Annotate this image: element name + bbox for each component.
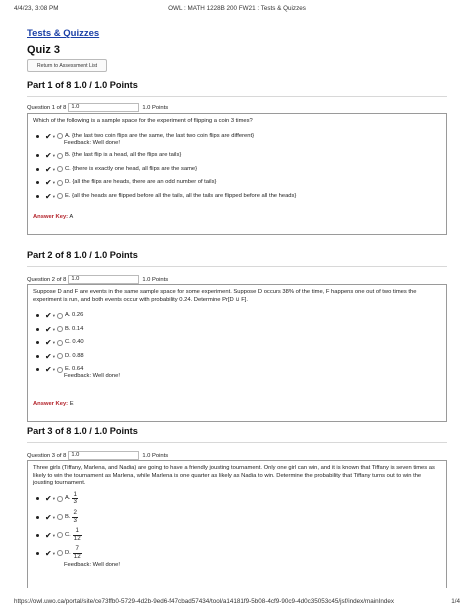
answer-key: Answer Key: E bbox=[33, 400, 74, 407]
question-1-row bbox=[27, 103, 168, 112]
caret-down-icon: ▾ bbox=[52, 367, 55, 373]
return-to-assessment-list-button[interactable]: Return to Assessment List bbox=[27, 59, 107, 72]
caret-down-icon: ▾ bbox=[52, 153, 55, 159]
radio-icon[interactable] bbox=[57, 367, 63, 373]
option-d: ✔ ▾ D. {all the flips are heads, there are an odd number of tails} bbox=[36, 179, 446, 186]
checkmark-icon: ✔ bbox=[45, 191, 52, 201]
caret-down-icon: ▾ bbox=[52, 514, 55, 520]
score-input[interactable]: 1.0 bbox=[68, 451, 139, 460]
quiz-title: Quiz 3 bbox=[27, 44, 61, 56]
checkmark-icon: ✔ bbox=[45, 311, 52, 321]
feedback: Feedback: Well done! bbox=[64, 140, 120, 147]
breadcrumb-tests-quizzes[interactable]: Tests & Quizzes bbox=[27, 28, 100, 39]
answer-key: Answer Key: A bbox=[33, 213, 74, 220]
caret-down-icon: ▾ bbox=[52, 353, 55, 359]
caret-down-icon: ▾ bbox=[52, 180, 55, 186]
option-b: ✔ ▾ B. {the last flip is a head, all the flips are tails} bbox=[36, 152, 446, 159]
checkmark-icon: ✔ bbox=[45, 530, 52, 540]
print-page-number: 1/4 bbox=[451, 598, 460, 605]
caret-down-icon: ▾ bbox=[52, 313, 55, 319]
option-a: ✔ ▾ A. 0.26 bbox=[36, 312, 446, 319]
caret-down-icon: ▾ bbox=[52, 340, 55, 346]
radio-icon[interactable] bbox=[57, 532, 63, 538]
caret-down-icon: ▾ bbox=[52, 166, 55, 172]
option-e: ✔ ▾ E. {all the heads are flipped before all the tails, all the tails are flipped before all the heads} bbox=[36, 193, 446, 200]
part-3-heading: Part 3 of 8 1.0 / 1.0 Points bbox=[27, 426, 138, 436]
option-c: ✔ ▾ C. 0.40 bbox=[36, 339, 446, 346]
question-label: Question 3 of 8 bbox=[27, 452, 67, 459]
radio-icon[interactable] bbox=[57, 166, 63, 172]
checkmark-icon: ✔ bbox=[45, 512, 52, 522]
checkmark-icon: ✔ bbox=[45, 548, 52, 558]
question-1-box bbox=[27, 113, 447, 235]
caret-down-icon: ▾ bbox=[52, 550, 55, 556]
checkmark-icon: ✔ bbox=[45, 131, 52, 141]
part-2-heading: Part 2 of 8 1.0 / 1.0 Points bbox=[27, 250, 138, 260]
print-window-title: OWL : MATH 1228B 200 FW21 : Tests & Quizzes bbox=[168, 5, 306, 12]
option-b: ✔ ▾ B. 0.14 bbox=[36, 326, 446, 333]
question-2-box bbox=[27, 284, 447, 422]
fraction: $\frac{1}{12}$ bbox=[73, 527, 81, 542]
option-a: ✔ ▾ A. {the last two coin flips are the same, the last two coin flips are different} bbox=[36, 133, 446, 140]
checkmark-icon: ✔ bbox=[45, 151, 52, 161]
radio-icon[interactable] bbox=[57, 133, 63, 139]
radio-icon[interactable] bbox=[57, 313, 63, 319]
radio-icon[interactable] bbox=[57, 496, 63, 502]
option-d: ✔ ▾ D. 0.88 bbox=[36, 353, 446, 360]
radio-icon[interactable] bbox=[57, 340, 63, 346]
radio-icon[interactable] bbox=[57, 514, 63, 520]
feedback: Feedback: Well done! bbox=[64, 372, 120, 379]
fraction: $\frac{2}{3}$ bbox=[73, 508, 77, 524]
fraction: $\frac{1}{3}$ bbox=[73, 490, 77, 506]
print-datetime: 4/4/23, 3:08 PM bbox=[14, 5, 59, 12]
checkmark-icon: ✔ bbox=[45, 365, 52, 375]
caret-down-icon: ▾ bbox=[52, 133, 55, 139]
caret-down-icon: ▾ bbox=[52, 193, 55, 199]
caret-down-icon: ▾ bbox=[52, 532, 55, 538]
divider bbox=[27, 266, 447, 267]
option-e: ✔ ▾ E. 0.64 bbox=[36, 366, 446, 373]
option-c: ✔ ▾ C. {there is exactly one head, all flips are the same} bbox=[36, 166, 446, 173]
score-input[interactable]: 1.0 bbox=[68, 103, 139, 112]
checkmark-icon: ✔ bbox=[45, 164, 52, 174]
question-text: Three girls (Tiffany, Marlena, and Nadia) are going to have a friendly jousting tournament. Only one girl can win, and it is known that Tiffany is seven times as likely to win the tournament as Marlena, while Marlena is one quarter as likely as Nadia to win. Determine the probability that Tiffany turns out to win the jousting tournament. bbox=[33, 465, 435, 487]
points-label: 1.0 Points bbox=[142, 276, 169, 283]
radio-icon[interactable] bbox=[57, 153, 63, 159]
question-text: Which of the following is a sample space for the experiment of flipping a coin 3 times? bbox=[33, 118, 253, 124]
divider bbox=[27, 96, 447, 97]
feedback: Feedback: Well done! bbox=[64, 561, 120, 568]
checkmark-icon: ✔ bbox=[45, 338, 52, 348]
part-1-heading: Part 1 of 8 1.0 / 1.0 Points bbox=[27, 80, 138, 90]
radio-icon[interactable] bbox=[57, 180, 63, 186]
radio-icon[interactable] bbox=[57, 353, 63, 359]
question-3-row bbox=[27, 451, 168, 460]
question-3-box bbox=[27, 460, 447, 588]
option-d: ✔ ▾ D. $\frac{7}{12}$ bbox=[36, 546, 446, 560]
question-2-row bbox=[27, 275, 168, 284]
radio-icon[interactable] bbox=[57, 550, 63, 556]
points-label: 1.0 Points bbox=[142, 104, 169, 111]
option-b: ✔ ▾ B. $\frac{2}{3}$ bbox=[36, 510, 446, 524]
score-input[interactable]: 1.0 bbox=[68, 275, 139, 284]
question-label: Question 1 of 8 bbox=[27, 104, 67, 111]
radio-icon[interactable] bbox=[57, 193, 63, 199]
caret-down-icon: ▾ bbox=[52, 496, 55, 502]
question-text: Suppose D and F are events in the same sample space for some experiment. Suppose D occurs 38% of the time, F happens one out of two times the experiment is run, and both events occur with probability 0.24. Determine Pr[D ∪ F]. bbox=[33, 289, 417, 303]
divider bbox=[27, 442, 447, 443]
print-url: https://owl.uwo.ca/portal/site/ce73ffb0-5729-4d2b-9ed6-f47cbad57434/tool/a14181f9-5b08-4cf9-90c9-4d0c35053c45/jsf/index/mainIndex bbox=[14, 598, 395, 605]
option-a: ✔ ▾ A. $\frac{1}{3}$ bbox=[36, 492, 446, 506]
question-label: Question 2 of 8 bbox=[27, 276, 67, 283]
checkmark-icon: ✔ bbox=[45, 351, 52, 361]
checkmark-icon: ✔ bbox=[45, 178, 52, 188]
points-label: 1.0 Points bbox=[142, 452, 169, 459]
fraction: $\frac{7}{12}$ bbox=[73, 545, 81, 560]
option-c: ✔ ▾ C. $\frac{1}{12}$ bbox=[36, 528, 446, 542]
radio-icon[interactable] bbox=[57, 326, 63, 332]
checkmark-icon: ✔ bbox=[45, 494, 52, 504]
caret-down-icon: ▾ bbox=[52, 326, 55, 332]
checkmark-icon: ✔ bbox=[45, 324, 52, 334]
